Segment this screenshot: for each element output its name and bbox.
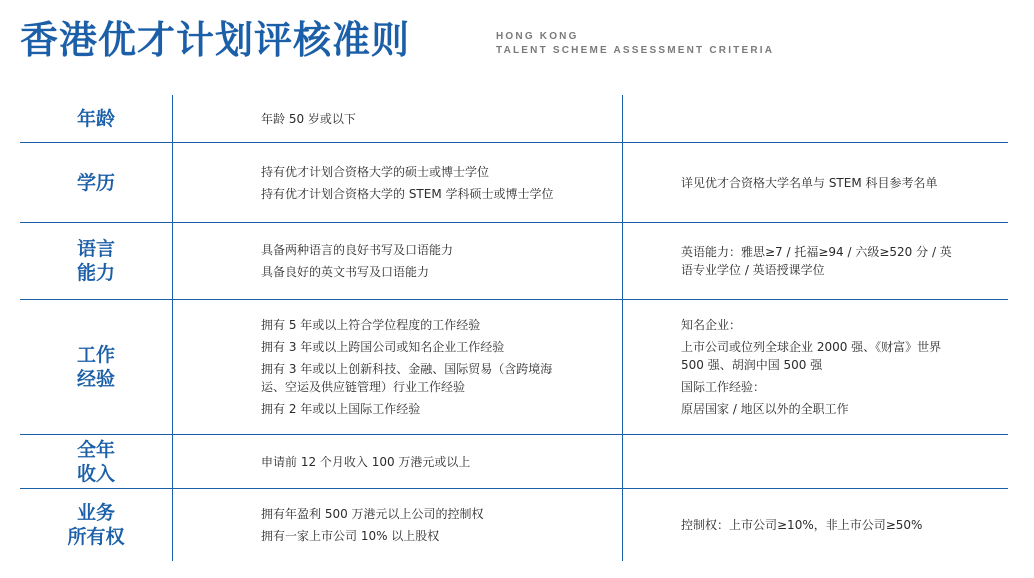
- notes-cell: [623, 143, 1008, 222]
- requirement-item: 拥有 5 年或以上符合学位程度的工作经验: [261, 318, 481, 332]
- notes-cell: [623, 223, 1008, 299]
- requirements-cell: [173, 223, 623, 299]
- requirements-cell: [173, 489, 623, 561]
- category-cell: [20, 489, 173, 561]
- requirement-item: 持有优才计划合资格大学的硕士或博士学位: [261, 164, 490, 179]
- requirement-item: 申请前 12 个月收入 100 万港元或以上: [261, 454, 471, 469]
- requirement-item: 年龄 50 岁或以下: [261, 111, 356, 126]
- note-item: 控制权：上市公司≥10%，非上市公司≥50%: [681, 518, 923, 532]
- table-row-education: [20, 143, 1008, 223]
- requirement-item: 拥有 2 年或以上国际工作经验: [261, 402, 421, 416]
- category-cell: [20, 95, 173, 142]
- note-item: 上市公司或位列全球企业 2000 强、《财富》世界 500 强、胡润中国 500 强: [681, 340, 942, 372]
- notes-cell: [623, 95, 1008, 142]
- requirements-cell: [173, 300, 623, 434]
- requirement-item: 具备两种语言的良好书写及口语能力: [261, 243, 454, 257]
- table-row-annual-income: [20, 435, 1008, 489]
- category-label-line-2: 收入: [76, 462, 115, 485]
- requirements-cell: [173, 95, 623, 142]
- requirement-item: 拥有年盈利 500 万港元以上公司的控制权: [261, 507, 484, 521]
- requirements-cell: [173, 435, 623, 488]
- criteria-table: [20, 95, 1008, 561]
- table-row-language: [20, 223, 1008, 300]
- category-cell: [20, 300, 173, 434]
- category-label-line-2: 经验: [76, 368, 115, 390]
- subtitle-line-1: HONG KONG: [496, 31, 579, 42]
- note-item: 原居国家 / 地区以外的全职工作: [681, 402, 849, 416]
- notes-cell: [623, 300, 1008, 434]
- category-label-line-2: 所有权: [67, 526, 125, 548]
- category-label-line-1: 工作: [76, 344, 115, 366]
- category-cell: [20, 143, 173, 222]
- requirement-item: 持有优才计划合资格大学的 STEM 学科硕士或博士学位: [261, 186, 554, 201]
- category-label-line-1: 语言: [76, 238, 115, 260]
- note-item: 英语能力：雅思≥7 / 托福≥94 / 六级≥520 分 / 英语专业学位 / 英语授课学位: [681, 245, 952, 277]
- category-cell: [20, 223, 173, 299]
- table-row-work-experience: [20, 300, 1008, 435]
- category-cell: [20, 435, 173, 488]
- requirement-item: 拥有一家上市公司 10% 以上股权: [261, 529, 440, 543]
- table-row-business-ownership: [20, 489, 1008, 561]
- category-label-line-2: 能力: [76, 262, 115, 284]
- page-title: 香港优才计划评核准则: [20, 18, 411, 62]
- requirement-item: 拥有 3 年或以上创新科技、金融、国际贸易（含跨境海运、空运及供应链管理）行业工作经验: [261, 362, 553, 394]
- table-row-age: [20, 95, 1008, 143]
- note-item: 详见优才合资格大学名单与 STEM 科目参考名单: [681, 175, 938, 190]
- requirements-cell: [173, 143, 623, 222]
- category-label-line-1: 全年: [76, 438, 115, 461]
- notes-cell: [623, 435, 1008, 488]
- note-item: 知名企业：: [681, 318, 742, 332]
- category-label: 学历: [76, 171, 115, 194]
- subtitle-line-2: TALENT SCHEME ASSESSMENT CRITERIA: [496, 45, 775, 56]
- page-subtitle: [496, 30, 774, 58]
- requirement-item: 具备良好的英文书写及口语能力: [261, 265, 430, 279]
- notes-cell: [623, 489, 1008, 561]
- category-label-line-1: 业务: [76, 502, 115, 524]
- note-item: 国际工作经验：: [681, 380, 766, 394]
- category-label: 年龄: [76, 107, 115, 130]
- requirement-item: 拥有 3 年或以上跨国公司或知名企业工作经验: [261, 340, 505, 354]
